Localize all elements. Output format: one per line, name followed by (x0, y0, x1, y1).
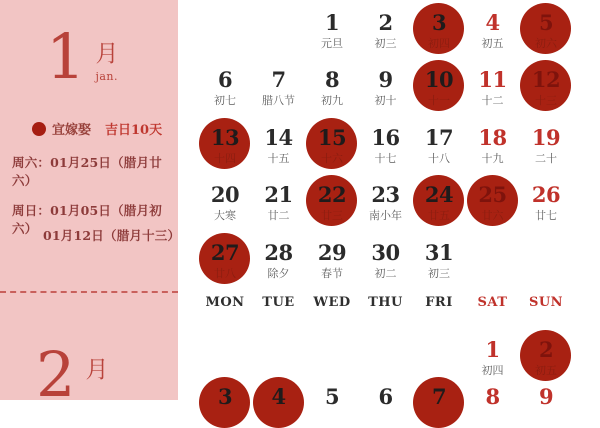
feb-day-7[interactable] (411, 384, 467, 410)
jan-day-10[interactable] (411, 67, 467, 108)
day-lunar-label: 廿八 (214, 267, 236, 280)
day-number: 20 (210, 182, 240, 207)
jan-day-1[interactable] (304, 10, 360, 51)
weekday-header-mon: MON (205, 295, 245, 310)
day-lunar-label: 初十 (374, 94, 397, 107)
saturday-dates-line: 周六：01月25日（腊月廿六） (12, 155, 162, 188)
jan-day-11[interactable] (465, 67, 521, 108)
day-number: 19 (531, 125, 561, 150)
day-number: 9 (538, 384, 554, 409)
day-lunar-label: 十九 (481, 152, 504, 165)
day-number: 10 (424, 67, 454, 92)
jan-day-12[interactable] (518, 67, 574, 108)
feb-day-9[interactable] (518, 384, 574, 410)
day-number: 11 (478, 67, 507, 92)
day-lunar-label: 初五 (535, 364, 557, 377)
day-number: 4 (485, 10, 500, 35)
day-lunar-label: 廿七 (535, 209, 557, 222)
weekday-header-wed: WED (313, 295, 351, 310)
day-number: 24 (424, 182, 454, 207)
weekday-header-tue: TUE (262, 295, 295, 310)
day-lunar-label: 腊八节 (262, 94, 295, 107)
day-number: 25 (478, 182, 507, 207)
jan-day-2[interactable] (358, 10, 414, 51)
month-number: 1 (46, 20, 86, 93)
weekday-header-thu: THU (368, 295, 403, 310)
jan-day-16[interactable] (358, 125, 414, 166)
day-number: 29 (317, 240, 347, 265)
day-number: 28 (264, 240, 293, 265)
next-month-number: 2 (36, 338, 76, 411)
day-number: 26 (531, 182, 561, 207)
day-lunar-label: 十四 (214, 152, 236, 165)
day-number: 30 (371, 240, 400, 265)
day-number: 15 (317, 125, 347, 150)
day-lunar-label: 十八 (428, 152, 450, 165)
jan-day-25[interactable] (465, 182, 521, 223)
jan-day-9[interactable] (358, 67, 414, 108)
jan-day-20[interactable] (197, 182, 253, 223)
day-lunar-label: 初二 (374, 267, 397, 280)
day-number: 12 (531, 67, 561, 92)
day-lunar-label: 初三 (374, 37, 397, 50)
day-number: 4 (271, 384, 286, 409)
day-lunar-label: 初七 (214, 94, 236, 107)
weekday-header-sun: SUN (528, 295, 564, 310)
day-number: 3 (217, 384, 233, 409)
jan-day-13[interactable] (197, 125, 253, 166)
day-lunar-label: 春节 (321, 267, 343, 280)
jan-day-4[interactable] (465, 10, 521, 51)
day-lunar-label: 初四 (428, 37, 450, 50)
jan-day-17[interactable] (411, 125, 467, 166)
feb-day-1[interactable] (465, 337, 521, 378)
day-lunar-label: 元旦 (321, 37, 343, 50)
jan-day-31[interactable] (411, 240, 467, 281)
jan-day-30[interactable] (358, 240, 414, 281)
jan-day-19[interactable] (518, 125, 574, 166)
jan-day-24[interactable] (411, 182, 467, 223)
day-lunar-label: 十三 (535, 94, 557, 107)
day-number: 6 (378, 384, 393, 409)
day-number: 17 (424, 125, 454, 150)
legend-count: 吉日10天 (105, 123, 163, 138)
jan-day-28[interactable] (251, 240, 307, 281)
day-number: 14 (264, 125, 293, 150)
day-number: 1 (485, 337, 500, 362)
day-lunar-label: 大寒 (214, 209, 236, 222)
day-lunar-label: 除夕 (267, 267, 290, 280)
day-lunar-label: 廿六 (481, 209, 504, 222)
jan-day-8[interactable] (304, 67, 360, 108)
month-unit: 月 (95, 41, 119, 67)
day-lunar-label: 廿二 (267, 209, 290, 222)
day-number: 27 (210, 240, 240, 265)
day-lunar-label: 十一 (428, 94, 450, 107)
day-lunar-label: 廿三 (321, 209, 343, 222)
day-lunar-label: 十七 (374, 152, 397, 165)
day-number: 9 (378, 67, 393, 92)
day-number: 2 (538, 337, 554, 362)
jan-day-5[interactable] (518, 10, 574, 51)
day-number: 6 (217, 67, 233, 92)
day-lunar-label: 十二 (481, 94, 504, 107)
day-number: 5 (324, 384, 340, 409)
day-number: 21 (264, 182, 293, 207)
day-lunar-label: 廿五 (428, 209, 450, 222)
feb-day-5[interactable] (304, 384, 360, 410)
day-lunar-label: 十六 (321, 152, 343, 165)
jan-day-6[interactable] (197, 67, 253, 108)
jan-day-23[interactable] (358, 182, 414, 223)
legend-label: 宜嫁娶 (52, 123, 92, 138)
jan-day-22[interactable] (304, 182, 360, 223)
day-number: 2 (378, 10, 393, 35)
feb-day-4[interactable] (251, 384, 307, 410)
day-lunar-label: 初四 (481, 364, 504, 377)
day-lunar-label: 十五 (267, 152, 290, 165)
day-number: 1 (324, 10, 340, 35)
day-lunar-label: 南小年 (369, 209, 402, 222)
jan-day-15[interactable] (304, 125, 360, 166)
day-lunar-label: 初五 (481, 37, 504, 50)
feb-day-6[interactable] (358, 384, 414, 410)
day-number: 8 (324, 67, 340, 92)
day-lunar-label: 初九 (321, 94, 343, 107)
jan-day-29[interactable] (304, 240, 360, 281)
month-abbreviation: jan. (95, 70, 119, 83)
day-number: 7 (431, 384, 447, 409)
feb-day-2[interactable] (518, 337, 574, 378)
jan-day-14[interactable] (251, 125, 307, 166)
day-number: 13 (210, 125, 240, 150)
day-number: 23 (371, 182, 400, 207)
jan-day-18[interactable] (465, 125, 521, 166)
day-number: 8 (485, 384, 500, 409)
jan-day-27[interactable] (197, 240, 253, 281)
jan-day-7[interactable] (251, 67, 307, 108)
feb-day-3[interactable] (197, 384, 253, 410)
day-number: 31 (424, 240, 454, 265)
jan-day-26[interactable] (518, 182, 574, 223)
day-number: 5 (538, 10, 554, 35)
day-number: 3 (431, 10, 447, 35)
next-month-unit: 月 (85, 357, 109, 383)
day-lunar-label: 初六 (535, 37, 557, 50)
jan-day-3[interactable] (411, 10, 467, 51)
sunday-dates-line-2: 01月12日（腊月十三） (43, 228, 181, 243)
day-number: 16 (371, 125, 400, 150)
day-number: 22 (317, 182, 347, 207)
day-number: 18 (478, 125, 507, 150)
jan-day-21[interactable] (251, 182, 307, 223)
day-lunar-label: 初三 (428, 267, 450, 280)
weekday-header-fri: FRI (425, 295, 453, 310)
feb-day-8[interactable] (465, 384, 521, 410)
sunday-dates-line-1: 周日：01月05日（腊月初六） (12, 203, 162, 236)
day-number: 7 (271, 67, 286, 92)
day-lunar-label: 二十 (535, 152, 557, 165)
weekday-header-sat: SAT (477, 295, 508, 310)
